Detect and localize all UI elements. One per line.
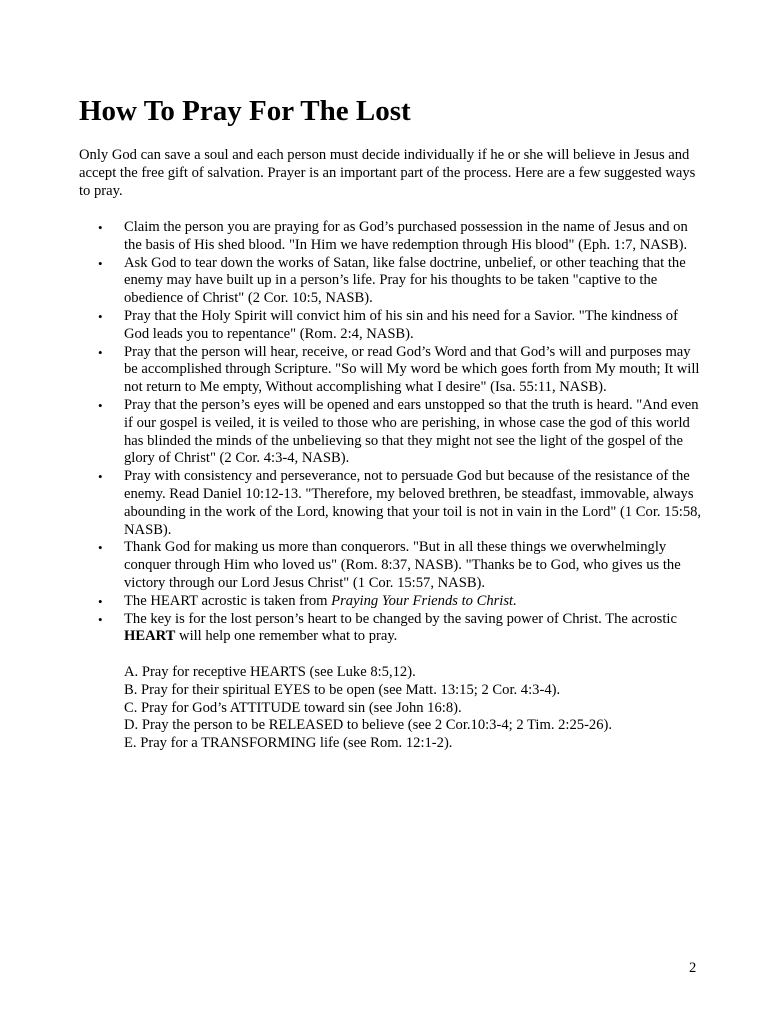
list-item-text: Claim the person you are praying for as God’s purchased possession in the name of Jesus and on the basis of His shed blood. "In Him we have redemption through His blood" (Eph. 1:7, NASB). xyxy=(124,219,688,253)
bullet-icon: • xyxy=(98,308,103,324)
list-item-text: Thank God for making us more than conquerors. "But in all these things we overwhelmingly conquer through Him who loved us" (Rom. 8:37, NASB). "Thanks be to God, who gives us the victory through our Lord Jesus Christ" (1 Cor. 15:57, NASB). xyxy=(124,539,681,591)
list-item xyxy=(79,308,704,344)
intro-paragraph: Only God can save a soul and each person must decide individually if he or she will believe in Jesus and accept the free gift of salvation. Prayer is an important part of the process. Here are a few suggested ways to pray. xyxy=(79,147,696,199)
heart-source-text xyxy=(124,593,517,609)
bullet-icon: • xyxy=(98,255,103,271)
bullet-icon: • xyxy=(98,469,103,485)
list-item-text: Pray with consistency and perseverance, not to persuade God but because of the resistance of the enemy. Read Daniel 10:12-13. "Therefore, my beloved brethren, be steadfast, immovable, always abounding in the work of the Lord, knowing that your toil is not in vain in the Lord" (1 Cor. 15:58, NASB). xyxy=(124,468,702,538)
heart-key-after: will help one remember what to pray. xyxy=(175,628,398,645)
bullet-icon: • xyxy=(98,344,103,360)
list-item xyxy=(79,397,704,468)
acrostic-item: D. Pray the person to be RELEASED to believe (see 2 Cor.10:3-4; 2 Tim. 2:25-26). xyxy=(124,717,613,734)
acrostic-item: E. Pray for a TRANSFORMING life (see Rom. 12:1-2). xyxy=(124,735,453,752)
acrostic-item: C. Pray for God’s ATTITUDE toward sin (see John 16:8). xyxy=(124,699,462,716)
list-item xyxy=(79,219,704,255)
prayer-list xyxy=(79,219,704,753)
list-item xyxy=(79,468,704,539)
heart-key-text xyxy=(124,611,677,645)
bullet-icon: • xyxy=(98,220,103,235)
bullet-icon: • xyxy=(98,593,103,609)
page-number: 2 xyxy=(689,960,697,976)
bullet-icon: • xyxy=(98,540,103,556)
heart-key-bold: HEART xyxy=(124,628,176,645)
list-item xyxy=(79,539,704,592)
heart-key-item xyxy=(79,611,704,753)
list-item xyxy=(79,344,704,397)
acrostic-item: A. Pray for receptive HEARTS (see Luke 8:5,12). xyxy=(124,663,416,680)
list-item xyxy=(79,255,704,308)
heart-source-item xyxy=(79,593,704,611)
bullet-icon: • xyxy=(98,611,103,627)
acrostic-list xyxy=(124,664,704,753)
bullet-icon: • xyxy=(98,397,103,413)
list-item-text: Pray that the Holy Spirit will convict him of his sin and his need for a Savior. "The kindness of God leads you to repentance" (Rom. 2:4, NASB). xyxy=(124,307,678,342)
list-item-text: Ask God to tear down the works of Satan, like false doctrine, unbelief, or other teaching that the enemy may have built up in a person’s life. Pray for his thoughts to be taken "captive to the obedience of Christ" (2 Cor. 10:5, NASB). xyxy=(124,254,686,307)
heart-key-before: The key is for the lost person’s heart to be changed by the saving power of Christ. The acrostic xyxy=(124,610,677,627)
book-title: Praying Your Friends to Christ. xyxy=(331,592,517,609)
heart-source-prefix: The HEART acrostic is taken from xyxy=(124,592,332,609)
list-item-text: Pray that the person’s eyes will be opened and ears unstopped so that the truth is heard. "And even if our gospel is veiled, it is veiled to those who are perishing, in whose case the god of this world has blinded the minds of the unbelieving so that they might not see the light of the gospel of the glory of Christ" (2 Cor. 4:3-4, NASB). xyxy=(124,396,699,467)
list-item-text: Pray that the person will hear, receive, or read God’s Word and that God’s will and purposes may be accomplished through Scripture. "So will My word be which goes forth from My mouth; It will not return to Me empty, Without accomplishing what I desire" (Isa. 55:11, NASB). xyxy=(124,343,700,396)
page-title: How To Pray For The Lost xyxy=(79,95,411,127)
acrostic-item: B. Pray for their spiritual EYES to be open (see Matt. 13:15; 2 Cor. 4:3-4). xyxy=(124,681,561,698)
